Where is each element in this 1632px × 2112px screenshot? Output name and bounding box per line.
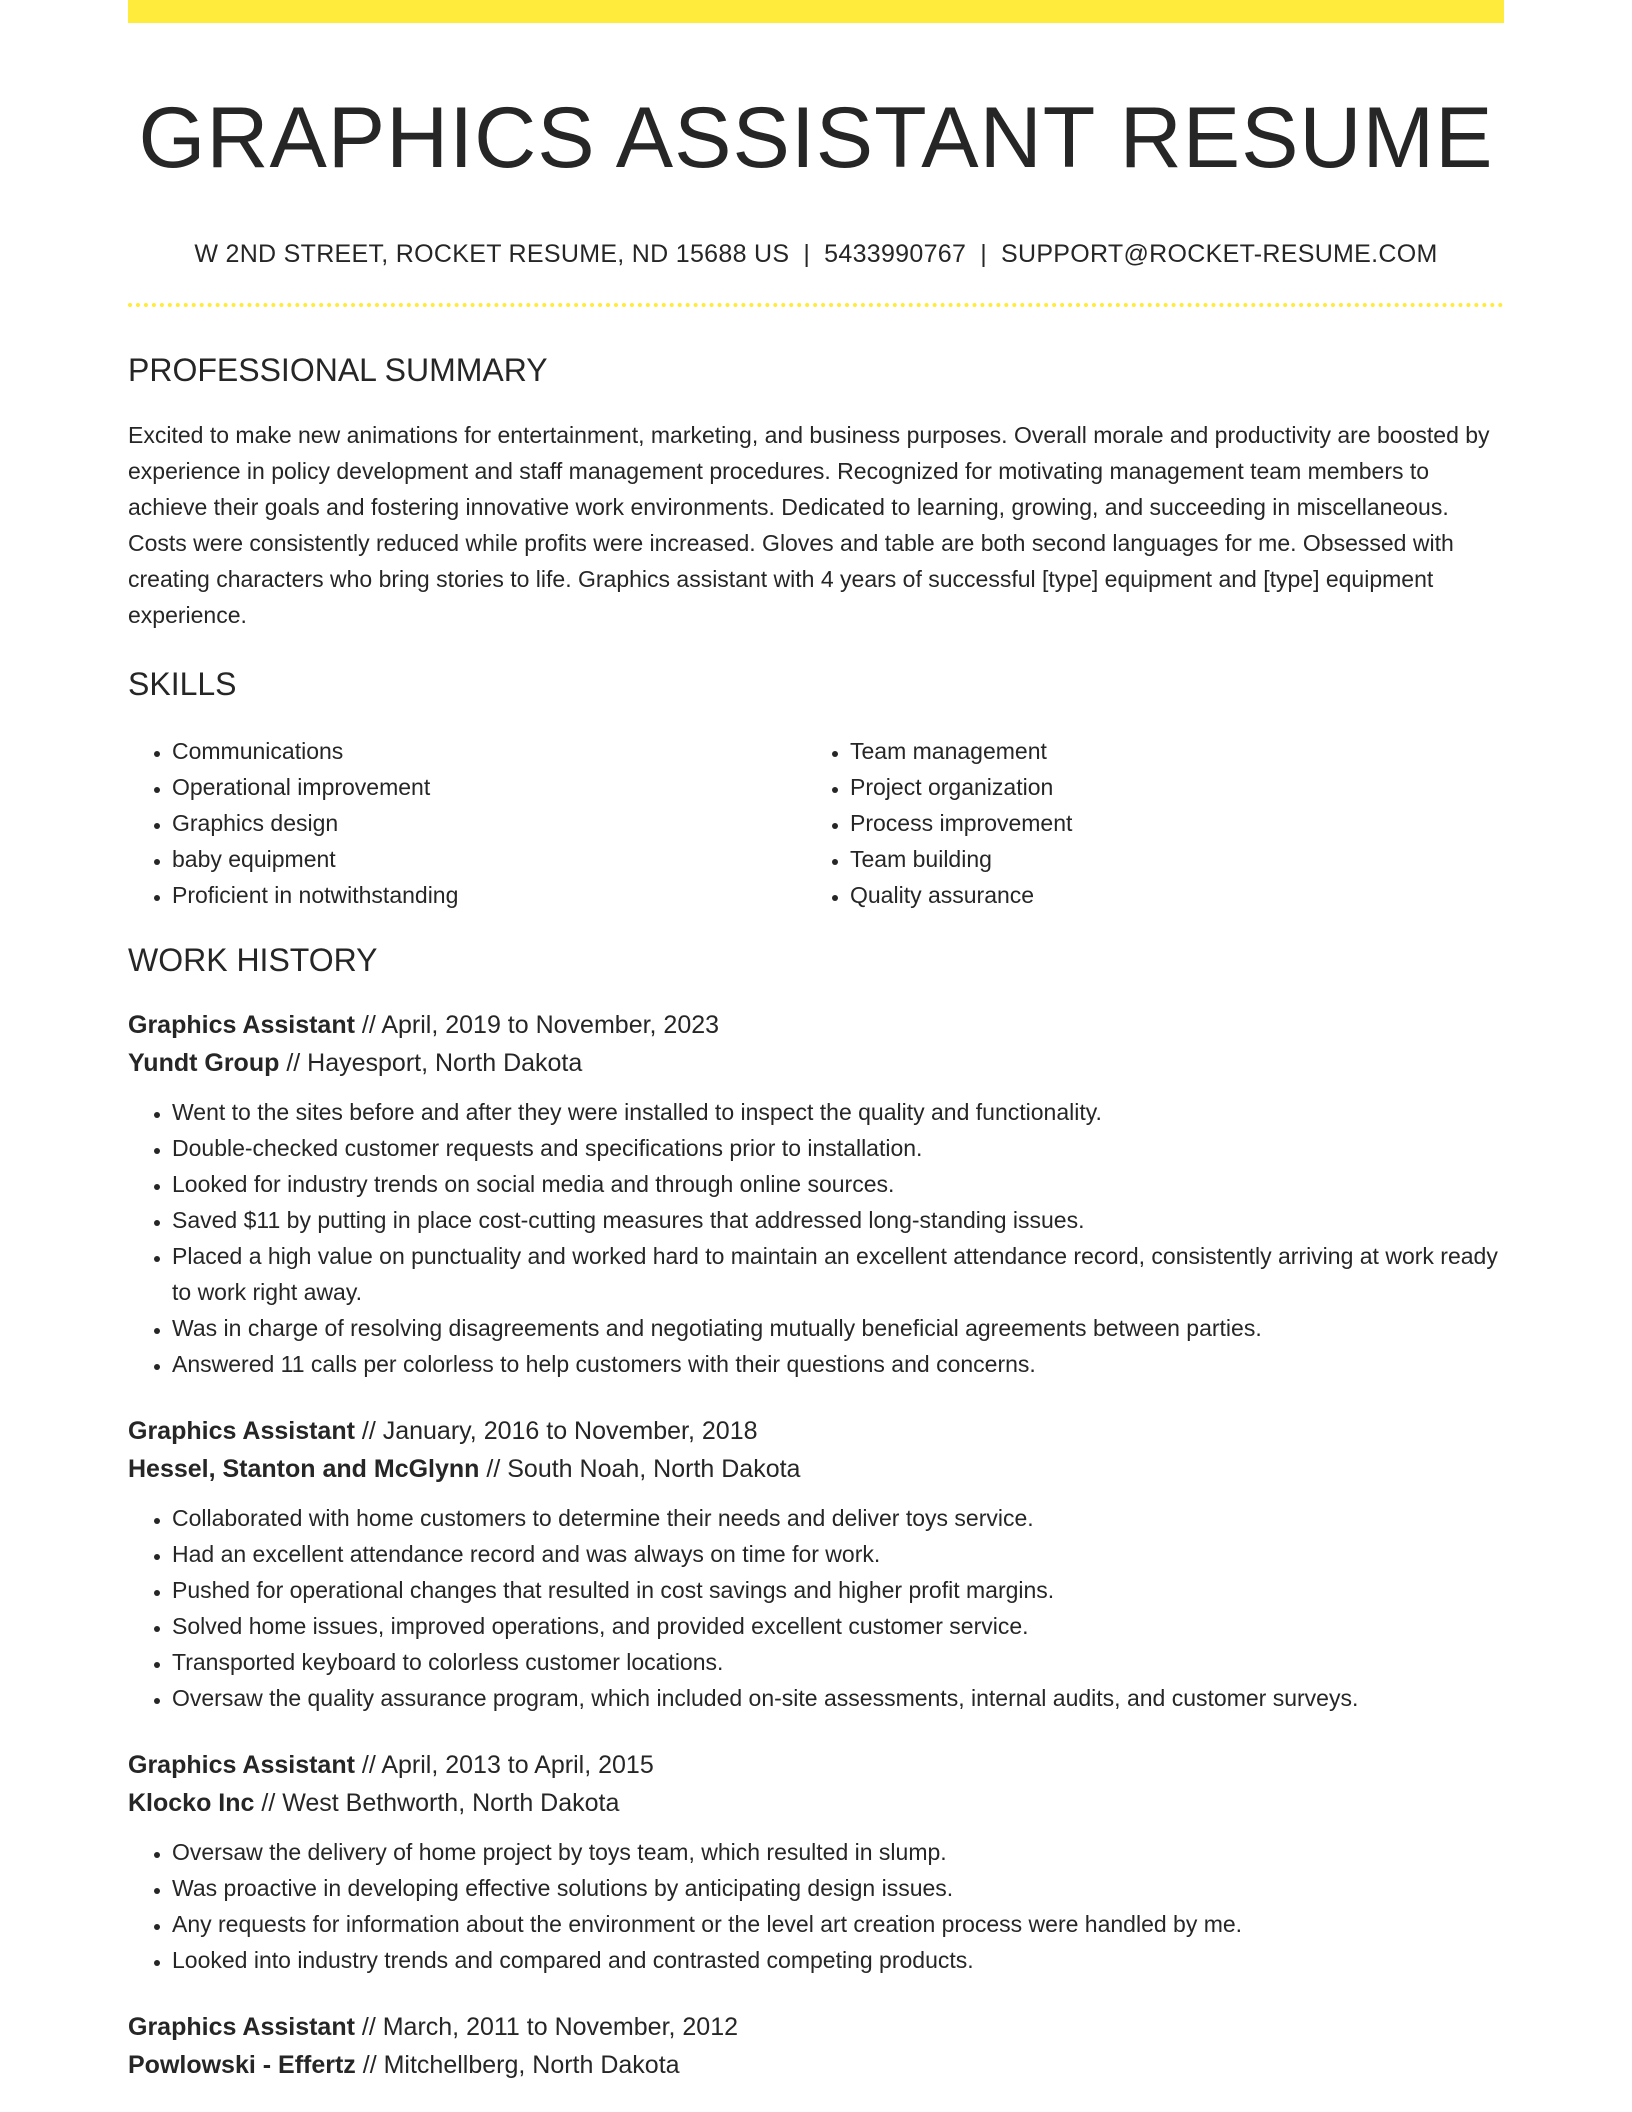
job-bullet-list [128,1094,1504,1382]
job-dates: // March, 2011 to November, 2012 [354,2012,739,2041]
job-bullet: • Looked into industry trends and compared and contrasted competing products. [172,1942,1504,1978]
skills-list-left [128,733,806,913]
job-bullet: • Pushed for operational changes that resulted in cost savings and higher profit margins. [172,1572,1504,1608]
job-company: Klocko Inc [128,1788,255,1817]
job-role: Graphics Assistant [128,2012,355,2041]
job-bullet: • Transported keyboard to colorless customer locations. [172,1644,1504,1680]
job-dates: // April, 2019 to November, 2023 [354,1010,720,1039]
summary-text: Excited to make new animations for entertainment, marketing, and business purposes. Overall morale and productivity are boosted by experience in policy development and staff management procedures. Recognized for motivating management team members to achieve their goals and fostering innovative work environments. Dedicated to learning, growing, and succeeding in miscellaneous. Costs were consistently reduced while profits were increased. Gloves and table are both second languages for me. Obsessed with creating characters who bring stories to life. Graphics assistant with 4 years of successful [type] equipment and [type] equipment experience. [128,422,1490,629]
job-bullet: • Saved $11 by putting in place cost-cutting measures that addressed long-standing issues. [172,1202,1504,1238]
job-bullet: • Was proactive in developing effective solutions by anticipating design issues. [172,1870,1504,1906]
contact-line [128,238,1504,271]
job-role: Graphics Assistant [128,1010,355,1039]
job-company: Yundt Group [128,1048,280,1077]
skill-item: • Quality assurance [850,877,1484,913]
job-bullet: • Looked for industry trends on social media and through online sources. [172,1166,1504,1202]
job-company: Powlowski - Effertz [128,2050,356,2079]
skill-item: • Team building [850,841,1484,877]
job-entry [128,1746,1504,1978]
job-location: // Mitchellberg, North Dakota [355,2050,680,2079]
job-role: Graphics Assistant [128,1750,355,1779]
job-bullet: • Placed a high value on punctuality and worked hard to maintain an excellent attendance record, consistently arriving at work ready to work right away. [172,1238,1504,1310]
contact-separator: | [803,240,811,269]
job-bullet: • Oversaw the delivery of home project by toys team, which resulted in slump. [172,1834,1504,1870]
job-entry [128,1006,1504,1382]
work-history-heading: WORK HISTORY [128,942,378,979]
job-location: // South Noah, North Dakota [479,1454,801,1483]
contact-email: SUPPORT@ROCKET-RESUME.COM [1001,240,1438,269]
job-role: Graphics Assistant [128,1416,355,1445]
job-bullet: • Any requests for information about the environment or the level art creation process were handled by me. [172,1906,1504,1942]
job-role-line [128,2008,1504,2046]
skill-item: • Proficient in notwithstanding [172,877,806,913]
job-bullet: • Had an excellent attendance record and was always on time for work. [172,1536,1504,1572]
skill-item: • Graphics design [172,805,806,841]
job-company-line [128,1044,1504,1082]
contact-separator: | [980,240,987,269]
job-company-line [128,2046,1504,2084]
skill-item: • Operational improvement [172,769,806,805]
accent-top-bar [128,0,1504,23]
skills-heading: SKILLS [128,666,237,703]
contact-address: W 2ND STREET, ROCKET RESUME, ND 15688 US [194,240,790,269]
skills-grid [128,733,1504,913]
job-bullet-list [128,1500,1504,1716]
skill-item: • Project organization [850,769,1484,805]
job-role-line [128,1412,1504,1450]
job-bullet: • Solved home issues, improved operations, and provided excellent customer service. [172,1608,1504,1644]
skill-item: • Process improvement [850,805,1484,841]
job-location: // Hayesport, North Dakota [279,1048,583,1077]
skill-item: • baby equipment [172,841,806,877]
job-entry [128,2008,1504,2084]
job-role-line [128,1006,1504,1044]
job-dates: // January, 2016 to November, 2018 [354,1416,758,1445]
job-entry [128,1412,1504,1716]
job-bullet: • Double-checked customer requests and specifications prior to installation. [172,1130,1504,1166]
dotted-divider [128,303,1504,307]
job-dates: // April, 2013 to April, 2015 [354,1750,654,1779]
resume-page [128,0,1504,2084]
skill-item: • Team management [850,733,1484,769]
job-location: // West Bethworth, North Dakota [254,1788,620,1817]
job-bullet: • Oversaw the quality assurance program, which included on-site assessments, internal audits, and customer surveys. [172,1680,1504,1716]
job-bullet: • Went to the sites before and after they were installed to inspect the quality and functionality. [172,1094,1504,1130]
skill-item: • Communications [172,733,806,769]
job-company: Hessel, Stanton and McGlynn [128,1454,480,1483]
resume-title: GRAPHICS ASSISTANT RESUME [138,90,1494,186]
job-bullet: • Was in charge of resolving disagreements and negotiating mutually beneficial agreements between parties. [172,1310,1504,1346]
job-company-line [128,1784,1504,1822]
contact-phone: 5433990767 [824,240,967,269]
job-bullet-list [128,1834,1504,1978]
summary-heading: PROFESSIONAL SUMMARY [128,351,548,388]
job-bullet: • Collaborated with home customers to determine their needs and deliver toys service. [172,1500,1504,1536]
skills-list-right [806,733,1484,913]
job-company-line [128,1450,1504,1488]
job-role-line [128,1746,1504,1784]
job-bullet: • Answered 11 calls per colorless to help customers with their questions and concerns. [172,1346,1504,1382]
